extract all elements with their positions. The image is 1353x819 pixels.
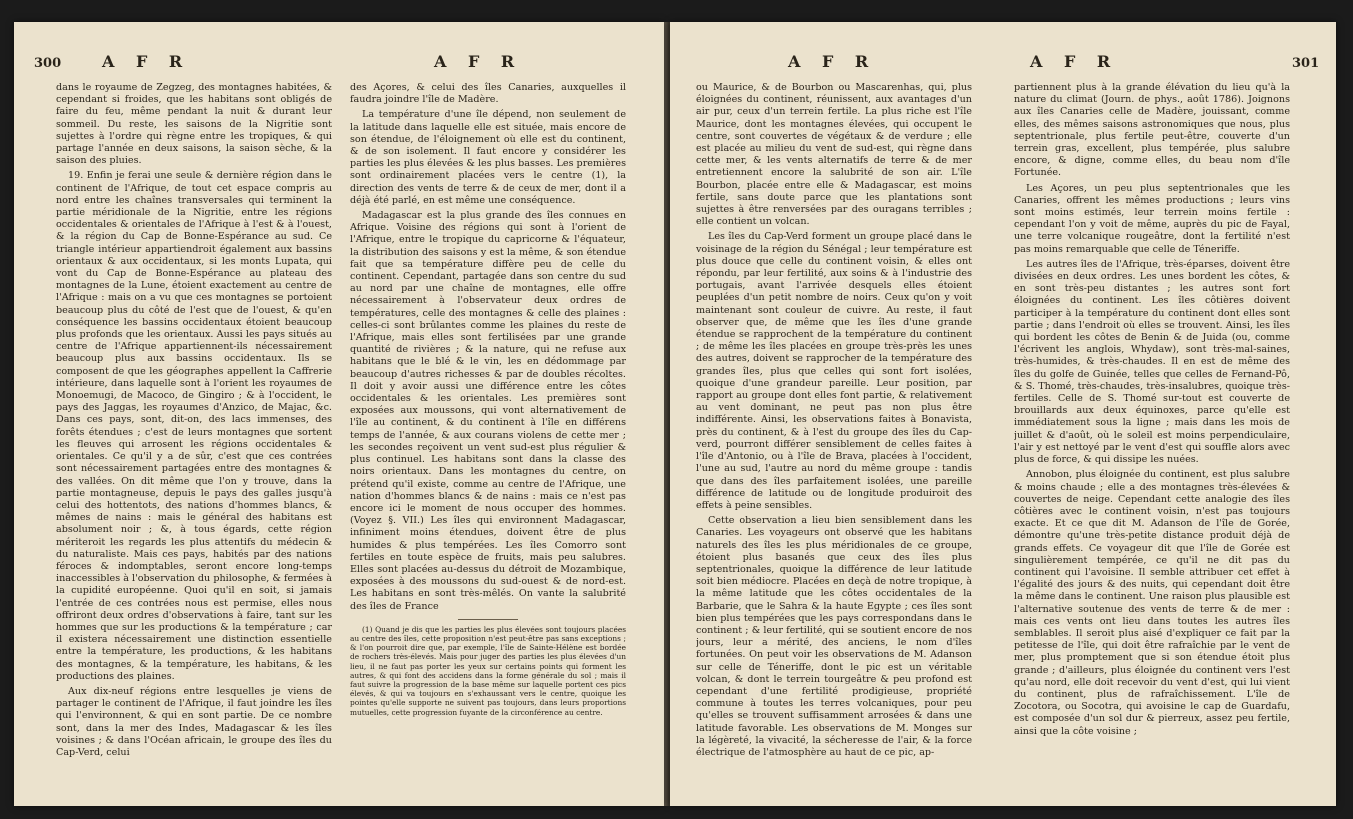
running-head-left: A F R xyxy=(102,52,191,71)
paragraph: 19. Enfin je ferai une seule & dernière région dans le continent de l'Afrique, de tout cet espace compris au nord entre les chaînes transversales qui terminent la partie méridionale de la Nigritie, entre les régions occidentales & orientales de l'Afrique à l'est & à l'ouest, & la région du Cap de Bonne-Espérance au sud. Ce triangle intérieur appartiendroit également aux bassins orientaux & aux occidentaux, si les monts Lupata, qui vont du Cap de Bonne-Espérance au plateau des montagnes de la Lune, étoient exactement au centre de l'Afrique : mais on a vu que ces montagnes se portoient beaucoup plus du côté de l'est que de l'ouest, & qu'en conséquence les bassins occidentaux étoient beaucoup plus profonds que les orientaux. Aussi les pays situés au centre de l'Afrique appartiennent-ils nécessairement beaucoup plus aux bassins occidentaux. Ils se composent de que les géographes appellent la Caffrerie intérieure, dans laquelle sont à l'orient les royaumes de Monoemugi, de Macoco, de Gingiro ; & à l'occident, le pays des Jaggas, les royaumes d'Anzico, de Majac, &c. Dans ces pays, sont, dit-on, des lacs immenses, des forêts étendues ; c'est de leurs montagnes que sortent les fleuves qui arrosent les régions occidentales & orientales. Ce qu'il y a de sûr, c'est que ces contrées sont nécessairement partagées entre des montagnes & des vallées. On dit même que l'on y trouve, dans la partie montagneuse, depuis le pays des galles jusqu'à celui des hottentots, des nations d'hommes blancs, & mêmes de nains : mais le général des habitans est absolument noir ; &, à tous égards, cette région mériteroit les regards les plus attentifs du médecin & du naturaliste. Mais ces pays, habités par des nations féroces & indomptables, seront encore long-temps inaccessibles à l'observation du philosophe, & fermées à la cupidité européenne. Quoi qu'il en soit, si jamais l'entrée de ces contrées nous est permise, elles nous offriront deux ordres d'observations à faire, tant sur les hommes que sur les productions & la température ; car il existera nécessairement une distinction essentielle entre la température, les productions, & les habitans des montagnes, & la température, les habitans, & les productions des plaines. xyxy=(56,170,332,682)
paragraph: Aux dix-neuf régions entre lesquelles je viens de partager le continent de l'Afrique, il faut joindre les îles qui l'environnent, & qui en sont partie. De ce nombre sont, dans la mer des Indes, Madagascar & les îles voisines ; & dans l'Océan africain, le groupe des îles du Cap-Verd, celui xyxy=(56,685,332,758)
column-2 xyxy=(1014,82,1290,797)
right-page xyxy=(670,22,1336,806)
paragraph: Annobon, plus éloignée du continent, est plus salubre & moins chaude ; elle a des montagnes très-élevées & couvertes de neige. Cependant cette analogie des îles côtières avec le continent voisin, n'est pas toujours exacte. Et ce que dit M. Adanson de l'île de Gorée, démontre qu'une très-petite distance produit déjà de grands effets. Ce voyageur dit que l'île de Gorée est singulièrement tempérée, ce qu'il ne dit pas du continent qui l'avoisine. Il semble attribuer cet effet à l'égalité des jours & des nuits, qui cependant doit être la même dans le continent. Une raison plus plausible est l'alternative soutenue des vents de terre & de mer : mais ces vents ont lieu dans toutes les autres îles semblables. Il seroit plus aisé d'expliquer ce fait par la petitesse de l'île, qui doit être rafraîchie par le vent de mer, plus promptement que si son étendue étoit plus grande ; d'ailleurs, plus éloignée du continent vers l'est qu'au nord, elle doit recevoir du vent d'est, qui lui vient du continent, plus de rafraîchissement. L'île de Zocotora, ou Socotra, qui avoisine le cap de Guardafu, est composée d'un sol dur & pierreux, assez peu fertile, ainsi que la côte voisine ; xyxy=(1014,469,1290,737)
column-1 xyxy=(696,82,972,797)
footnote-divider xyxy=(458,619,518,620)
column-1 xyxy=(56,82,332,797)
running-head-left: A F R xyxy=(788,52,877,71)
paragraph: ou Maurice, & de Bourbon ou Mascarenhas, qui, plus éloignées du continent, réunissent, aux avantages d'un air pur, ceux d'un terrein fertile. La plus riche est l'île Maurice, dont les montagnes élevées, qui occupent le centre, sont couvertes de végétaux & de verdure ; elle est placée au milieu du vent de sud-est, qui règne dans cette mer, & les vents alternatifs de terre & de mer entretiennent encore la salubrité de son air. L'île Bourbon, placée entre elle & Madagascar, est moins fertile, sans doute parce que les plantations sont sujettes à être renversées par des ouragans terribles ; elle contient un volcan. xyxy=(696,82,972,228)
left-page xyxy=(14,22,664,806)
paragraph: La température d'une île dépend, non seulement de la latitude dans laquelle elle est située, mais encore de son étendue, de l'éloignement où elle est du continent, & de son isolement. Il faut encore y considérer les parties les plus élevées & les plus basses. Les premières sont ordinairement placées vers le centre (1), la direction des vents de terre & de ceux de mer, dont il a déjà été parlé, en est même une conséquence. xyxy=(350,109,626,206)
footnote: (1) Quand je dis que les parties les plus élevées sont toujours placées au centre des îles, cette proposition n'est peut-être pas sans exceptions ; & l'on pourroit dire que, par exemple, l'île de Sainte-Hélène est bordée de rochers très-élevés. Mais pour juger des parties les plus élevées d'un lieu, il ne faut pas porter les yeux sur certains points qui forment les autres, & qui font des accidens dans la forme générale du sol ; mais il faut suivre la progression de la base même sur laquelle portent ces pics élevés, & qui va toujours en s'exhaussant vers le centre, quoique les pointes qu'elle supporte ne suivent pas toujours, dans leurs proportions mutuelles, cette progression fuyante de la circonférence au centre. xyxy=(350,624,626,717)
running-head-right: A F R xyxy=(434,52,523,71)
paragraph: des Açores, & celui des îles Canaries, auxquelles il faudra joindre l'île de Madère. xyxy=(350,82,626,106)
column-2 xyxy=(350,82,626,797)
running-head-right: A F R xyxy=(1030,52,1119,71)
paragraph: Cette observation a lieu bien sensiblement dans les Canaries. Les voyageurs ont observé que les habitans naturels des îles les plus méridionales de ce groupe, étoient plus basanés que ceux des îles plus septentrionales, quoique la différence de leur latitude soit bien médiocre. Placées en deçà de notre tropique, à la même latitude que les côtes occidentales de la Barbarie, que le Sahra & la haute Egypte ; ces îles sont bien plus tempérées que les pays correspondans dans le continent ; & leur fertilité, qui se soutient encore de nos jours, leur a mérité, des anciens, le nom d'îles fortunées. On peut voir les observations de M. Adanson sur celle de Téneriffe, dont le pic est un véritable volcan, & dont le terrein tourgeâtre & peu profond est cependant d'une fertilité prodigieuse, propriété commune à toutes les terres volcaniques, pour peu qu'elles se trouvent suffisamment arrosées & dans une latitude favorable. Les observations de M. Monges sur la légèreté, la vivacité, la sécheresse de l'air, & la force électrique de l'atmosphère au haut de ce pic, ap- xyxy=(696,515,972,758)
paragraph: Les îles du Cap-Verd forment un groupe placé dans le voisinage de la région du Sénégal ; leur température est plus douce que celle du continent voisin, & elles ont répondu, par leur fertilité, aux soins & à l'industrie des portugais, avant l'arrivée desquels elles étoient peuplées d'un petit nombre de noirs. Ceux qu'on y voit maintenant sont couleur de cuivre. Au reste, il faut observer que, de même que les îles d'une grande étendue se rapprochent de la température du continent ; de même les îles placées en groupe très-près les unes des autres, doivent se rapprocher de la température des grandes îles, plus que celles qui sont fort isolées, quoique d'une grandeur pareille. Leur position, par rapport au groupe dont elles font partie, & relativement au vent dominant, ne peut pas non plus être indifférente. Ainsi, les observations faites à Bonavista, près du continent, & à l'est du groupe des îles du Cap-verd, pourront différer sensiblement de celles faites à l'île d'Antonio, ou à l'île de Brava, placées à l'occident, l'une au sud, l'autre au nord du même groupe : tandis que dans des îles parfaitement isolées, une pareille différence de latitude ou de longitude produiroit des effets à peine sensibles. xyxy=(696,231,972,511)
page-number-right: 301 xyxy=(1292,56,1320,71)
paragraph: Les Açores, un peu plus septentrionales que les Canaries, offrent les mêmes productions ; leurs vins sont moins estimés, leur terrein moins fertile : cependant l'on y voit de même, auprès du pic de Fayal, une terre volcanique rougeâtre, dont la fertilité n'est pas moins remarquable que celle de Téneriffe. xyxy=(1014,182,1290,255)
paragraph: partiennent plus à la grande élévation du lieu qu'à la nature du climat (Journ. de phys., août 1786). Joignons aux îles Canaries celle de Madère, jouissant, comme elles, des mêmes saisons astronomiques que nous, plus septentrionale, plus fertile peut-être, couverte d'un terrein gras, excellent, plus tempérée, plus salubre encore, & digne, comme elles, du beau nom d'île Fortunée. xyxy=(1014,82,1290,179)
paragraph: Les autres îles de l'Afrique, très-éparses, doivent être divisées en deux ordres. Les unes bordent les côtes, & en sont très-peu distantes ; les autres sont fort éloignées du continent. Les îles côtières doivent participer à la température du continent dont elles sont partie ; dans l'endroit où elles se trouvent. Ainsi, les îles qui bordent les côtes de Benin & de Juida (ou, comme l'écrivent les anglois, Whydaw), sont très-mal-saines, très-humides, & très-chaudes. Il en est de même des îles du golfe de Guinée, telles que celles de Fernand-Pô, & S. Thomé, très-chaudes, très-insalubres, quoique très-fertiles. Celle de S. Thomé sur-tout est couverte de brouillards aux deux équinoxes, parce qu'elle est immédiatement sous la ligne ; mais dans les mois de juillet & d'août, où le soleil est moins perpendiculaire, l'air y est nettoyé par le vent d'est qui souffle alors avec plus de force, & qui dissipe les nuées. xyxy=(1014,258,1290,466)
paragraph: Madagascar est la plus grande des îles connues en Afrique. Voisine des régions qui sont à l'orient de l'Afrique, entre le tropique du capricorne & l'équateur, la distribution des saisons y est la même, & son étendue fait que sa température diffère peu de celle du continent. Cependant, partagée dans son centre du sud au nord par une chaîne de montagnes, elle offre nécessairement à l'observateur deux ordres de températures, celle des montagnes & celle des plaines : celles-ci sont brûlantes comme les plaines du reste de l'Afrique, mais elles sont fertilisées par une grande quantité de rivières ; & la nature, qui ne refuse aux habitans que le blé & le vin, les en dédommage par beaucoup d'autres richesses & par de doubles récoltes. Il doit y avoir aussi une différence entre les côtes occidentales & les orientales. Les premières sont exposées aux moussons, qui vont alternativement de l'île au continent, & du continent à l'île en différens temps de l'année, & aux courans violens de cette mer ; les secondes reçoivent un vent sud-est plus régulier & plus continuel. Les habitans sont dans la classe des noirs orientaux. Dans les montagnes du centre, on prétend qu'il existe, comme au centre de l'Afrique, une nation d'hommes blancs & de nains : mais ce n'est pas encore ici le moment de nous occuper des hommes. (Voyez §. VII.) Les îles qui environnent Madagascar, infiniment moins étendues, doivent être de plus humides & plus tempérées. Les îles Comorro sont fertiles en toute espèce de fruits, mais peu salubres. Elles sont placées au-dessus du détroit de Mozambique, exposées à des moussons du sud-ouest & de nord-est. Les habitans en sont très-mêlés. On vante la salubrité des îles de France xyxy=(350,210,626,612)
page-number-left: 300 xyxy=(34,56,62,71)
paragraph: dans le royaume de Zegzeg, des montagnes habitées, & cependant si froides, que les habitans sont obligés de faire du feu, même pendant la nuit & durant leur sommeil. Du reste, les saisons de la Nigritie sont sujettes à l'ordre qui règne entre les tropiques, & qui partage l'année en deux saisons, la saison sèche, & la saison des pluies. xyxy=(56,82,332,167)
